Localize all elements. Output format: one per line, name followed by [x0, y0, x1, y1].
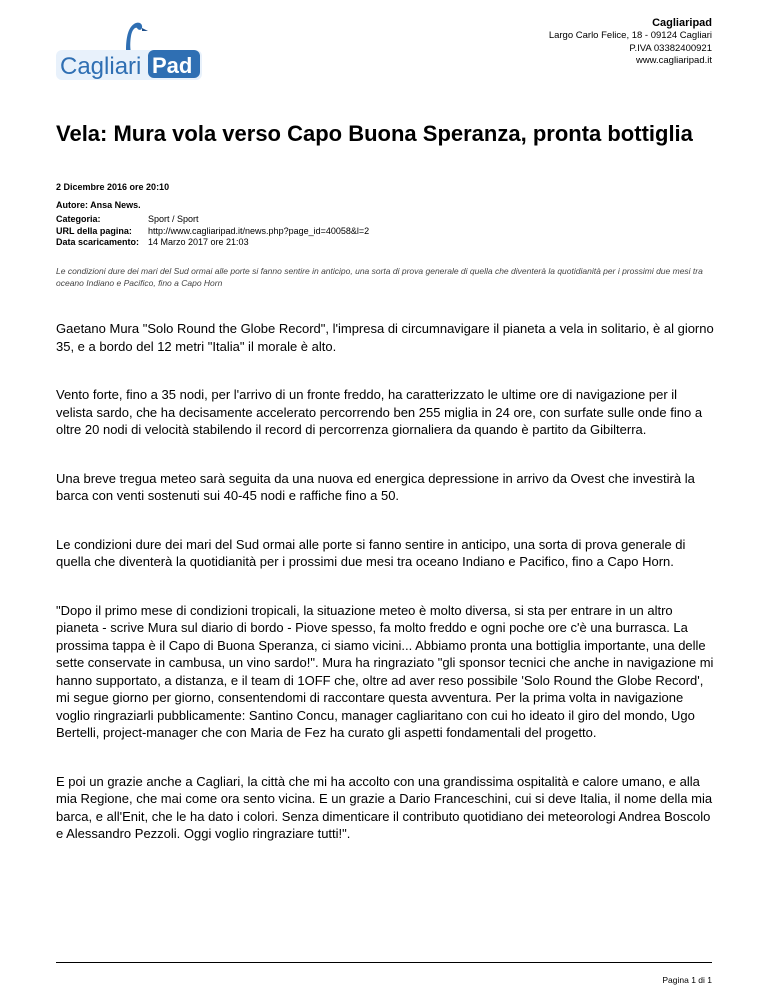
meta-value: 14 Marzo 2017 ore 21:03 [148, 237, 249, 247]
article-paragraph: "Dopo il primo mese di condizioni tropicali, la situazione meteo è molto diversa, si sta per entrare in un altro pianeta - scrive Mura sul diario di bordo - Piove spesso, fa molto freddo e ogni poche ore c'è una burrasca. La prossima tappa è il Capo di Buona Speranza, ci siamo vicini... Abbiamo pronta una bottiglia importante, una delle sette conservate in cambusa, un vino sardo!". Mura ha ringraziato "gli sponsor tecnici che anche in navigazione mi hanno supportato, a distanza, e il team di 1OFF che, oltre ad aver reso possibile 'Solo Round the Globe Record', mi segue giorno per giorno, consentendomi di raccontare questa avventura. Per la prima volta in navigazione voglio ringraziarli pubblicamente: Santino Concu, manager cagliaritano con cui ho ideato il giro del mondo, Ugo Bertelli, project-manager che con Maria de Fez ha curato gli aspetti fondamentali del progetto. [56, 602, 714, 740]
company-website[interactable]: www.cagliaripad.it [635, 55, 712, 66]
article-author: Autore: Ansa News. [56, 200, 141, 210]
company-info [549, 16, 712, 68]
meta-row-download-date [56, 237, 369, 249]
meta-label: URL della pagina: [56, 225, 132, 236]
logo-text-cagliari: Cagliari [60, 53, 142, 80]
article-title: Vela: Mura vola verso Capo Buona Speranza, pronta bottiglia [56, 121, 693, 146]
article-paragraph: Le condizioni dure dei mari del Sud ormai alle porte si fanno sentire in anticipo, una sorta di prova generale di quella che diventerà la quotidianità per i prossimi due mesi tra oceano Indiano e Pacifico, fino a Capo Horn. [56, 536, 686, 569]
company-vat: P.IVA 03382400921 [629, 42, 712, 54]
cagliaripad-logo [56, 20, 202, 82]
article-meta [56, 214, 369, 249]
flamingo-logo-icon [56, 20, 202, 82]
logo-text-pad: Pad [152, 53, 193, 78]
meta-url-link[interactable]: http://www.cagliaripad.it/news.php?page_id=40058&l=2 [148, 225, 370, 236]
meta-row-category [56, 214, 369, 226]
meta-row-url [56, 226, 369, 238]
article-date: 2 Dicembre 2016 ore 20:10 [56, 182, 170, 192]
company-name: Cagliaripad [652, 17, 712, 29]
company-address: Largo Carlo Felice, 18 - 09124 Cagliari [548, 30, 712, 41]
footer-divider [56, 962, 712, 963]
article-paragraph: Vento forte, fino a 35 nodi, per l'arrivo di un fronte freddo, ha caratterizzato le ultime ore di navigazione per il velista sardo, che ha decisamente accelerato percorrendo ben 255 miglia in 24 ore, con surfate sulle onde fino a oltre 20 nodi di velocità stabilendo il record di percorrenza giornaliera da quando è partito da Gibilterra. [56, 387, 703, 437]
meta-label: Categoria: [56, 214, 101, 224]
article-paragraph: Una breve tregua meteo sarà seguita da una nuova ed energica depressione in arrivo da Ovest che investirà la barca con venti sostenuti sui 40-45 nodi e raffiche fino a 50. [56, 470, 695, 503]
article-paragraph: E poi un grazie anche a Cagliari, la città che mi ha accolto con una grandissima ospitalità e calore umano, e alla mia Regione, che mai come ora sento vicina. E un grazie a Dario Franceschini, cui si deve Italia, il nome della mia barca, e all'Enit, che le ha dato i colori. Senza dimenticare il contributo quotidiano dei meteorologi Andrea Boscolo e Alessandro Pezzoli. Oggi voglio ringraziare tutti!". [56, 773, 713, 841]
article-summary: Le condizioni dure dei mari del Sud ormai alle porte si fanno sentire in anticipo, una sorta di prova generale di quella che diventerà la quotidianità per i prossimi due mesi tra oceano Indiano e Pacifico, fino a Capo Horn [56, 266, 703, 288]
meta-value: Sport / Sport [148, 214, 199, 224]
page-number: Pagina 1 di 1 [662, 975, 712, 985]
meta-label: Data scaricamento: [56, 237, 140, 247]
article-paragraph: Gaetano Mura "Solo Round the Globe Record", l'impresa di circumnavigare il pianeta a vela in solitario, è al giorno 35, e a bordo del 12 metri "Italia" il morale è alto. [56, 321, 714, 354]
article-body [56, 320, 716, 874]
